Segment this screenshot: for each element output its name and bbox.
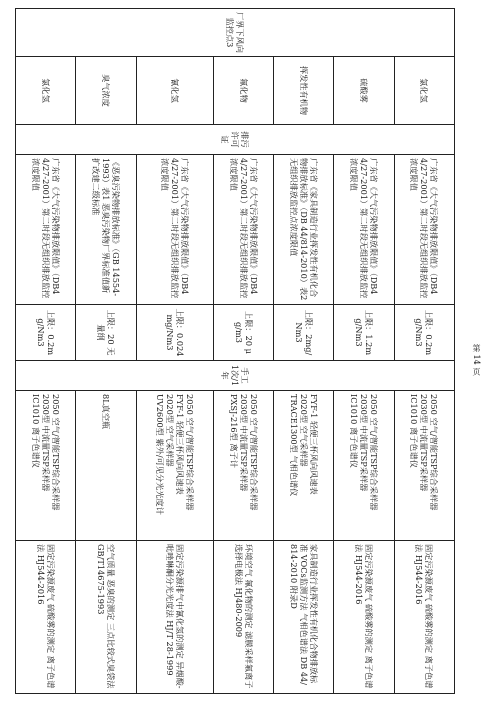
cell-limit: 上限：0.2mg/Nm3 — [394, 305, 454, 361]
cell-pollutant: 臭气浓度 — [76, 57, 136, 125]
table-row — [16, 9, 76, 694]
cell-limit: 上限：0.024mg/Nm3 — [136, 305, 213, 361]
table-row — [394, 9, 454, 694]
cell-limit: 上限：1.2mg/Nm3 — [334, 305, 394, 361]
cell-method: 固定污染源排气中氰化氢的测定 异烟酸-吡唑啉酮分光光度法 HJ/T 28-1999 — [136, 541, 213, 694]
cell-standard: 广东省《大气污染物排放限值》（DB44/27-2001）第二时段无组织排放监控浓度限值 — [334, 155, 394, 305]
table-row — [136, 9, 213, 694]
cell-limit: 上限：2mg/Nm3 — [274, 305, 334, 361]
cell-standard: 广东省《大气污染物排放限值》（DB44/27-2001）第二时段无组织排放监控浓度限值 — [214, 155, 274, 305]
table-body — [16, 9, 455, 694]
cell-pollutant: 硫酸雾 — [334, 57, 394, 125]
cell-instrument: 8L真空瓶 — [76, 391, 136, 541]
cell-instrument: 2050 空气/智能TSP综合采样器 2030型 中流量TSP采样器 IC1010 离子色谱仪 — [334, 391, 394, 541]
rotated-table-wrapper — [15, 8, 455, 693]
cell-instrument: 2050 空气/智能TSP综合采样器 2030型 中流量TSP采样器 PXSJ-216型 离子计 — [214, 391, 274, 541]
cell-method: 固定污染源废气 硫酸雾的测定 离子色谱法 HJ544-2016 — [394, 541, 454, 694]
cell-permit: 排污许可证 — [16, 125, 455, 155]
cell-standard: 广东省《家具制造行业挥发性有机化合物排放标准》（DB 44/814-2010）表2 无组织排放监控点浓度限值 — [274, 155, 334, 305]
cell-instrument: 2050 空气/智能TSP综合采样器 2030型 中流量TSP采样器 IC1010 离子色谱仪 — [394, 391, 454, 541]
cell-method: 固定污染源废气 硫酸雾的测定 离子色谱法 HJ544-2016 — [334, 541, 394, 694]
table-row — [274, 9, 334, 694]
cell-standard: 《恶臭污染物排放标准》（GB 14554-1993）表1 恶臭污染物厂界标准值新扩改建二级标准 — [76, 155, 136, 305]
cell-method: 家具制造行业挥发性有机化合物排放标准 VOCs监测方法 气相色谱法 DB 44/814-2010 附录D — [274, 541, 334, 694]
cell-instrument: FYF-1 轻便三杯风向风速表 2020型 空气采样器 TRACE1300型 气相色谱仪 — [274, 391, 334, 541]
cell-pollutant: 氟化物 — [214, 57, 274, 125]
table-row — [76, 9, 136, 694]
cell-standard: 广东省《大气污染物排放限值》（DB44/27-2001）第二时段无组织排放监控浓度限值 — [16, 155, 76, 305]
cell-limit: 上限：20 μg/m3 — [214, 305, 274, 361]
cell-method: 固定污染源废气 硫酸雾的测定 离子色谱法 HJ544-2016 — [16, 541, 76, 694]
cell-standard: 广东省《大气污染物排放限值》（DB44/27-2001）第二时段无组织排放监控浓度限值 — [136, 155, 213, 305]
monitoring-table — [15, 8, 455, 694]
cell-standard: 广东省《大气污染物排放限值》（DB44/27-2001）第二时段无组织排放监控浓度限值 — [394, 155, 454, 305]
cell-point: 厂界下风向监控点3 — [16, 9, 455, 57]
table-row — [214, 9, 274, 694]
cell-instrument: 2050 空气/智能TSP综合采样器 FYF-1 轻便三杯风向风速表 2020型 空气采样器 UV2600型 紫外/可见分光光度计 — [136, 391, 213, 541]
cell-pollutant: 氯化氢 — [16, 57, 76, 125]
cell-frequency: 手工 1次/1年 — [16, 361, 455, 391]
page-number: 第 14 页 — [472, 344, 481, 376]
cell-method: 环境空气 氟化物的测定 滤膜采样氟离子选择电极法 HJ480-2009 — [214, 541, 274, 694]
cell-limit: 上限：20 无量纲 — [76, 305, 136, 361]
cell-method: 空气质量 恶臭的测定 三点比较式臭袋法 GB/T14675-1993 — [76, 541, 136, 694]
cell-instrument: 2050 空气/智能TSP综合采样器 2030型 中流量TSP采样器 IC1010 离子色谱仪 — [16, 391, 76, 541]
cell-pollutant: 挥发性有机物 — [274, 57, 334, 125]
cell-limit: 上限：0.2mg/Nm3 — [16, 305, 76, 361]
cell-pollutant: 氯化氢 — [394, 57, 454, 125]
cell-pollutant: 氰化氢 — [136, 57, 213, 125]
table-row — [334, 9, 394, 694]
